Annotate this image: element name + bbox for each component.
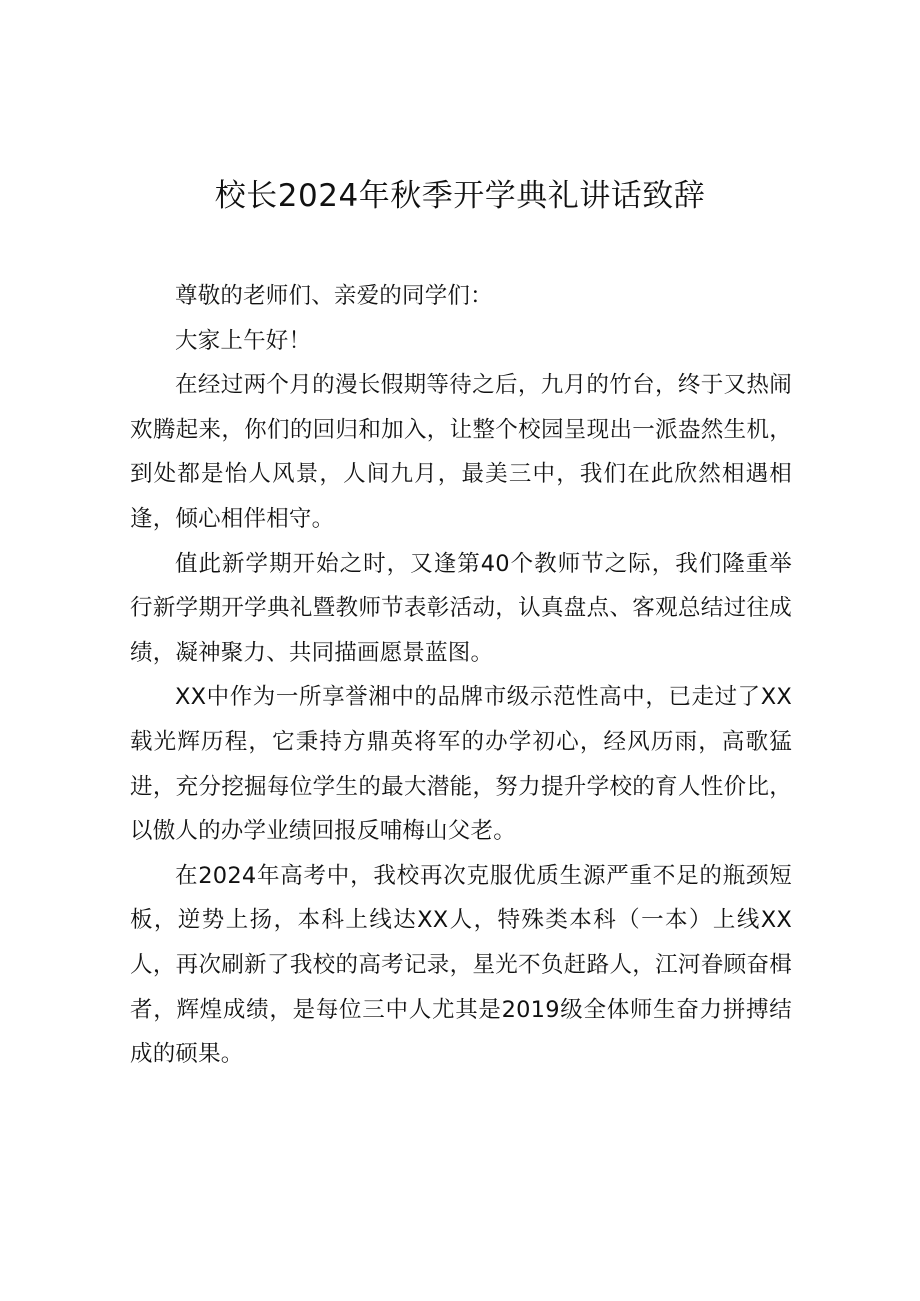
salutation: 尊敬的老师们、亲爱的同学们： [175,283,493,309]
paragraph: 值此新学期开始之时，又逢第40个教师节之际，我们隆重举行新学期开学典礼暨教师节表彰活动，认真盘点、客观总结过往成绩，凝神聚力、共同描画愿景蓝图。 [130,550,792,666]
paragraph: 在经过两个月的漫长假期等待之后，九月的竹台，终于又热闹欢腾起来，你们的回归和加入，让整个校园呈现出一派盎然生机，到处都是怡人风景，人间九月，最美三中，我们在此欣然相遇相逢，倾心相伴相守。 [130,372,792,532]
paragraph: 在2024年高考中，我校再次克服优质生源严重不足的瓶颈短板，逆势上扬，本科上线达XX人，特殊类本科（一本）上线XX人，再次刷新了我校的高考记录，星光不负赶路人，江河眷顾奋楫者，辉煌成绩，是每位三中人尤其是2019级全体师生奋力拼搏结成的硕果。 [130,862,792,1068]
paragraph: XX中作为一所享誉湘中的品牌市级示范性高中，已走过了XX载光辉历程，它秉持方鼎英将军的办学初心，经风历雨，高歌猛进，充分挖掘每位学生的最大潜能，努力提升学校的育人性价比，以傲人的办学业绩回报反哺梅山父老。 [130,684,792,845]
document-body [130,274,792,1077]
document-title: 校长2024年秋季开学典礼讲话致辞 [214,178,706,214]
greeting: 大家上午好！ [175,327,312,354]
